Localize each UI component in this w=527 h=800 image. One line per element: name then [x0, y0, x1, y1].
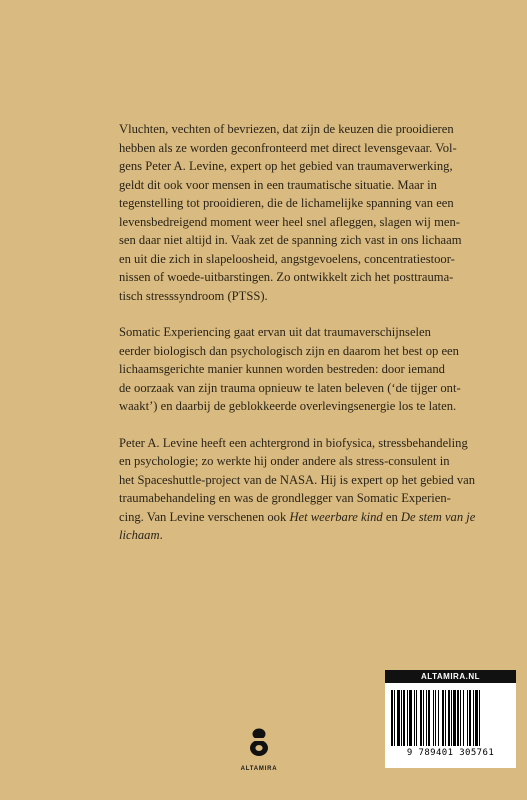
text-line: en psychologie; zo werkte hij onder andere als stress-consulent in — [119, 454, 450, 468]
altamira-logo-icon — [249, 728, 269, 766]
barcode-bar — [448, 690, 450, 746]
barcode-bar — [451, 690, 452, 746]
publisher-name: ALTAMIRA — [240, 766, 278, 772]
barcode-bar — [479, 690, 480, 746]
text-segment: cing. Van Levine verschenen ook — [119, 509, 290, 524]
barcode-bar — [453, 690, 456, 746]
text-line: tisch stresssyndroom (PTSS). — [119, 288, 268, 303]
barcode-bar — [469, 690, 471, 746]
barcode-bar — [401, 690, 402, 746]
barcode-bar — [414, 690, 415, 746]
text-segment: en — [382, 509, 401, 524]
barcode-bar — [397, 690, 400, 746]
text-line: hebben als ze worden geconfronteerd met direct levensgevaar. Vol- — [119, 140, 457, 155]
book-title-1: Het weerbare kind — [289, 509, 383, 524]
barcode-bar — [428, 690, 430, 746]
text-line: gens Peter A. Levine, expert op het gebied van traumaverwerking, — [119, 159, 453, 173]
barcode-bar — [475, 690, 478, 746]
barcode-bar — [416, 690, 417, 746]
barcode-bar — [467, 690, 468, 746]
text-line: waakt’) en daarbij de geblokkeerde overlevingsenergie los te laten. — [119, 399, 457, 413]
barcode-website: ALTAMIRA.NL — [385, 670, 516, 683]
text-line: tegenstelling tot prooidieren, die de lichamelijke spanning van een — [119, 196, 454, 210]
isbn-barcode — [385, 670, 516, 768]
barcode-bar — [423, 690, 424, 746]
text-line: geldt dit ook voor mensen in een traumatische situatie. Maar in — [119, 177, 437, 192]
text-line: eerder biologisch dan psychologisch zijn en daarom het best op een — [119, 343, 459, 358]
paragraph-intro — [119, 120, 462, 305]
text-segment: . — [159, 528, 163, 542]
back-cover-text — [119, 120, 476, 563]
barcode-bar — [407, 690, 408, 746]
barcode-bar — [409, 690, 412, 746]
text-line: Vluchten, vechten of bevriezen, dat zijn de keuzen die prooidieren — [119, 122, 454, 136]
barcode-bar — [438, 690, 439, 746]
barcode-bar — [403, 690, 405, 746]
isbn-digits: 9 789401 305761 — [406, 748, 495, 758]
barcode-bar — [391, 690, 393, 746]
text-line: traumabehandeling en was de grondlegger van Somatic Experien- — [119, 491, 451, 505]
text-line: nissen of woede-uitbarstingen. Zo ontwikkelt zich het posttrauma- — [119, 270, 454, 284]
text-line: levensbedreigend moment weer heel snel afleggen, slagen wij men- — [119, 214, 460, 229]
barcode-bar — [445, 690, 446, 746]
text-line: lichaamsgerichte manier kunnen worden bestreden: door iemand — [119, 362, 445, 376]
text-line-with-titles — [119, 508, 476, 527]
barcode-bar — [420, 690, 422, 746]
barcode-bar — [460, 690, 461, 746]
barcode-bars — [391, 690, 510, 746]
barcode-bar — [473, 690, 474, 746]
barcode-bar — [433, 690, 434, 746]
barcode-bar — [457, 690, 459, 746]
book-title-2-continued: lichaam — [119, 528, 160, 542]
barcode-bar — [442, 690, 444, 746]
barcode-bar — [463, 690, 464, 746]
paragraph-somatic-experiencing — [119, 323, 459, 416]
barcode-bar — [435, 690, 436, 746]
text-line: het Spaceshuttle-project van de NASA. Hij is expert op het gebied van — [119, 472, 476, 487]
text-line: de oorzaak van zijn trauma opnieuw te laten beleven (‘de tijger ont- — [119, 380, 461, 395]
text-line: sen daar niet altijd in. Vaak zet de spanning zich vast in ons lichaam — [119, 233, 462, 247]
text-line: Peter A. Levine heeft een achtergrond in biofysica, stressbehandeling — [119, 435, 468, 450]
paragraph-author-bio — [119, 434, 476, 545]
text-line-final — [119, 526, 459, 545]
barcode-bar — [394, 690, 395, 746]
barcode-bar — [426, 690, 427, 746]
book-title-2: De stem van je — [400, 509, 476, 524]
text-line: en uit die zich in slapeloosheid, angstgevoelens, concentratiestoor- — [119, 251, 455, 266]
text-line: Somatic Experiencing gaat ervan uit dat traumaverschijnselen — [119, 325, 431, 339]
